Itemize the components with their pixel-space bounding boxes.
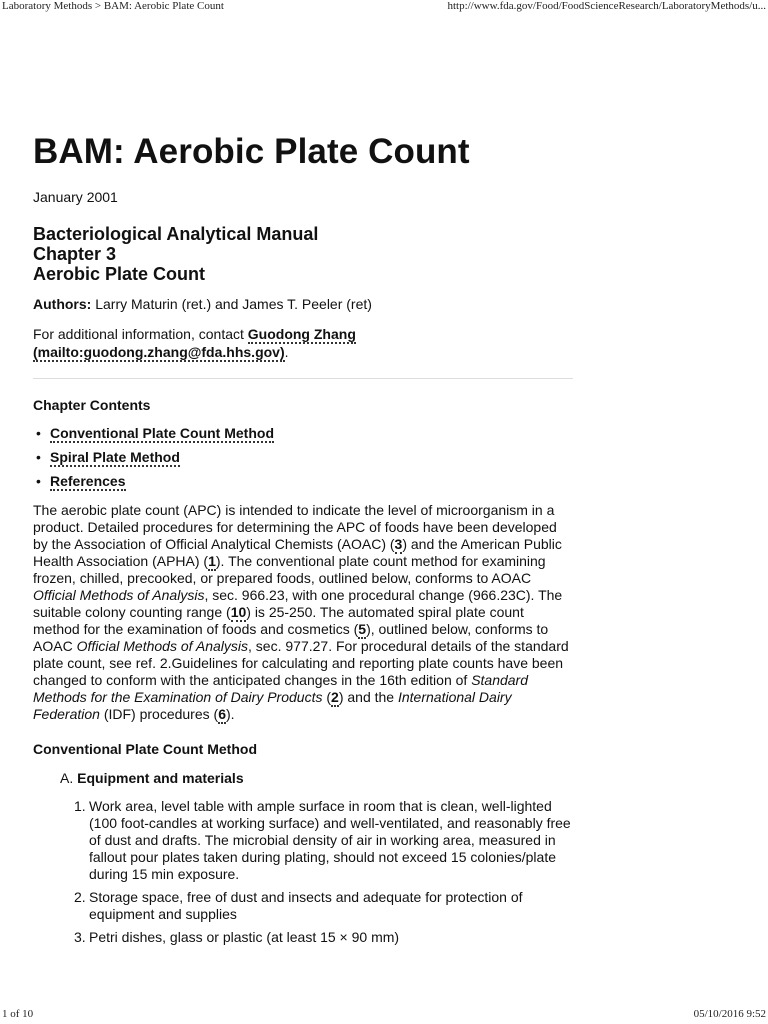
toc-link-references[interactable]: References (50, 473, 126, 489)
divider (33, 378, 573, 379)
list-item-text: Work area, level table with ample surface in room that is clean, well-lighted (100 foot-candles at working surface) and well-ventilated, and reasonably free of dust and drafts. The microbial density of air in working area, measured in fallout pour plates taken during plating, should not exceed 15 colonies/plate during 15 min exposure. (89, 798, 571, 882)
contact-suffix: . (284, 344, 289, 360)
print-footer (0, 1008, 768, 1024)
list-item-text: Petri dishes, glass or plastic (at least 15 × 90 mm) (89, 929, 400, 945)
ref-link-6[interactable]: 6 (218, 706, 226, 722)
manual-heading-line-3: Aerobic Plate Count (33, 264, 206, 284)
intro-text-6: ), outlined below, conforms to AOAC (33, 621, 549, 654)
print-header (0, 0, 768, 14)
subsection-marker: A. (60, 770, 74, 786)
intro-italic-4: International Dairy Federation (33, 689, 512, 722)
contact-prefix: For additional information, contact (33, 326, 248, 342)
section-heading: Conventional Plate Count Method (33, 741, 257, 757)
manual-heading-line-2: Chapter 3 (33, 244, 117, 264)
toc-list (33, 424, 573, 490)
intro-paragraph (33, 502, 573, 723)
intro-italic-1: Official Methods of Analysis (33, 587, 205, 603)
article (33, 130, 573, 952)
manual-heading-line-1: Bacteriological Analytical Manual (33, 224, 319, 244)
toc-item (33, 424, 573, 442)
toc-link-conventional[interactable]: Conventional Plate Count Method (50, 425, 274, 441)
intro-text-8: ( (322, 689, 332, 705)
intro-text-3: ). The conventional plate count method for examining frozen, chilled, precooked, or prepared foods, outlined below, conforms to AOAC (33, 553, 546, 586)
ref-link-3[interactable]: 3 (394, 536, 403, 552)
list-item-number: 2. (74, 889, 86, 905)
intro-italic-2: Official Methods of Analysis (76, 638, 249, 654)
print-header-url: http://www.fda.gov/Food/FoodScienceResearch/LaboratoryMethods/u... (447, 0, 766, 12)
print-header-title: Laboratory Methods > BAM: Aerobic Plate Count (2, 0, 224, 12)
intro-text-7: , sec. 977.27. For procedural details of the standard plate count, see ref. 2.Guidelines for calculating and reporting plate counts have been changed to conform with the anticipated changes in the 16th edition of (33, 638, 569, 688)
list-item-number: 1. (74, 798, 86, 814)
intro-text-11: ). (225, 706, 235, 722)
print-timestamp: 05/10/2016 9:52 (693, 1008, 766, 1020)
subsection-heading (33, 769, 573, 787)
publication-date: January 2001 (33, 189, 118, 205)
ref-link-5[interactable]: 5 (358, 621, 367, 637)
list-item-number: 3. (74, 929, 86, 945)
intro-text-10: (IDF) procedures ( (99, 706, 219, 722)
authors-label: Authors: (33, 296, 92, 312)
intro-text-5: ) is 25-250. The automated spiral plate count method for the examination of foods and cosmetics ( (33, 604, 524, 637)
toc-link-spiral[interactable]: Spiral Plate Method (50, 449, 180, 465)
list-item-text: Storage space, free of dust and insects and adequate for protection of equipment and supplies (89, 889, 523, 922)
list-item (74, 929, 573, 946)
authors-names: Larry Maturin (ret.) and James T. Peeler (ret) (91, 296, 372, 312)
toc-item (33, 448, 573, 466)
page-counter: 1 of 10 (2, 1008, 34, 1020)
contact-link[interactable]: Guodong Zhang (mailto:guodong.zhang@fda.hhs.gov) (33, 326, 356, 360)
contact-line (33, 325, 573, 361)
intro-italic-3: Standard Methods for the Examination of Dairy Products (33, 672, 529, 705)
list-item (74, 889, 573, 923)
intro-text-2: ) and the American Public Health Association (APHA) ( (33, 536, 562, 569)
intro-text-9: ) and the (338, 689, 398, 705)
intro-text-4: , sec. 966.23, with one procedural change (966.23C). The suitable colony counting range ( (33, 587, 563, 620)
equipment-list (33, 798, 573, 946)
ref-link-1[interactable]: 1 (208, 553, 216, 569)
toc-item (33, 472, 573, 490)
ref-link-10[interactable]: 10 (230, 604, 247, 620)
ref-link-2[interactable]: 2 (331, 689, 339, 705)
manual-heading (33, 224, 573, 284)
list-item (74, 798, 573, 883)
intro-text-1: The aerobic plate count (APC) is intended to indicate the level of microorganism in a product. Detailed procedures for determining the APC of foods have been developed by the Association of Official Analytical Chemists (AOAC) ( (33, 502, 557, 552)
page-title: BAM: Aerobic Plate Count (33, 132, 470, 171)
toc-title: Chapter Contents (33, 397, 151, 413)
subsection-title: Equipment and materials (77, 770, 244, 786)
authors-line (33, 295, 573, 313)
